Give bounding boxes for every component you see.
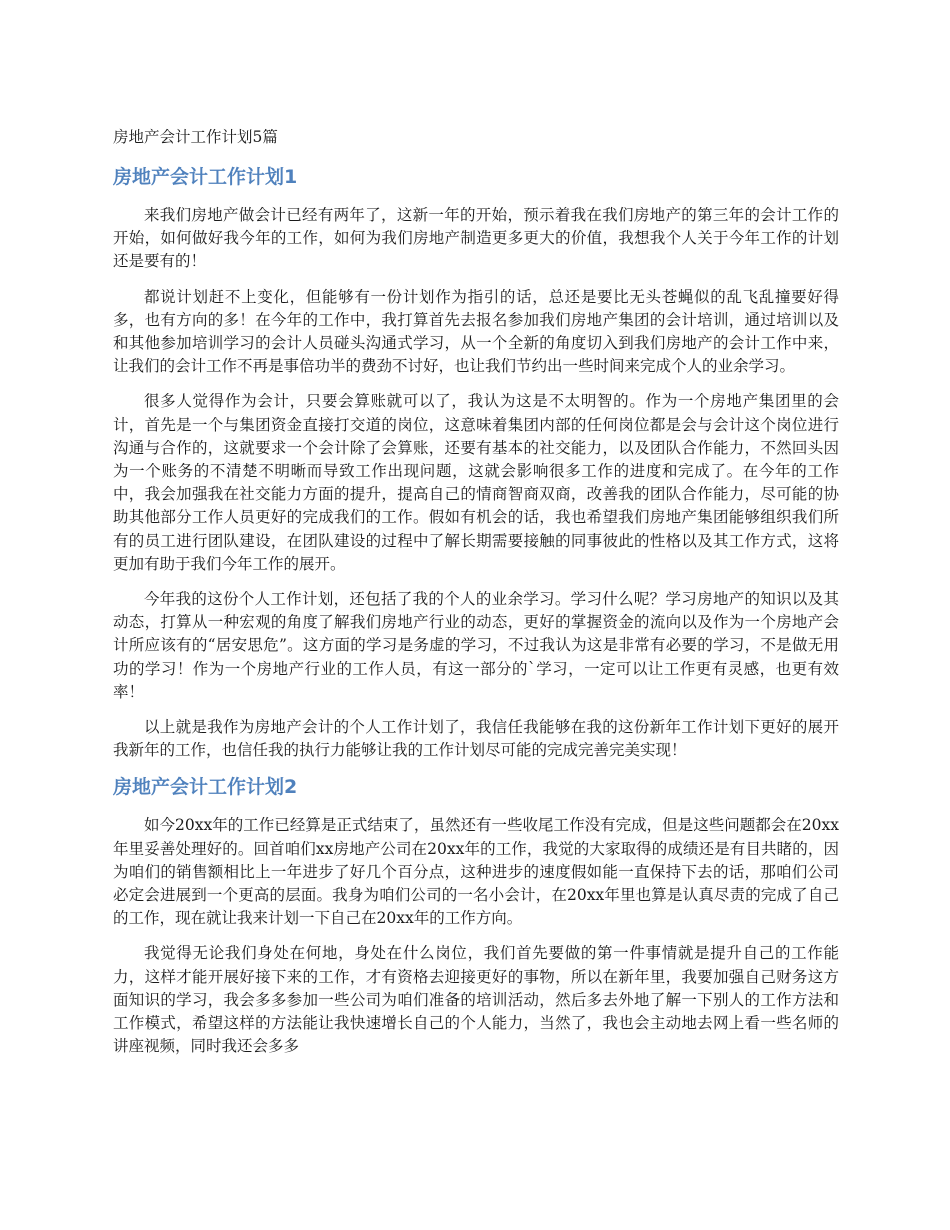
section-1 xyxy=(113,164,839,762)
paragraph: 来我们房地产做会计已经有两年了，这新一年的开始，预示着我在我们房地产的第三年的会计工作的开始，如何做好我今年的工作，如何为我们房地产制造更多更大的价值，我想我个人关于今年工作的计划还是要有的！ xyxy=(113,206,839,271)
document-page xyxy=(113,126,839,1071)
paragraph: 以上就是我作为房地产会计的个人工作计划了，我信任我能够在我的这份新年工作计划下更好的展开我新年的工作，也信任我的执行力能够让我的工作计划尽可能的完成完善完美实现！ xyxy=(113,718,839,760)
section-heading: 房地产会计工作计划1 xyxy=(113,166,298,188)
section-2 xyxy=(113,774,839,1058)
paragraph: 如今20xx年的工作已经算是正式结束了，虽然还有一些收尾工作没有完成，但是这些问题都会在20xx年里妥善处理好的。回首咱们xx房地产公司在20xx年的工作，我觉的大家取得的成绩还是有目共睹的，因为咱们的销售额相比上一年进步了好几个百分点，这种进步的速度假如能一直保持下去的话，那咱们公司必定会进展到一个更高的层面。我身为咱们公司的一名小会计，在20xx年里也算是认真尽责的完成了自己的工作，现在就让我来计划一下自己在20xx年的工作方向。 xyxy=(113,816,839,928)
paragraph: 很多人觉得作为会计，只要会算账就可以了，我认为这是不太明智的。作为一个房地产集团里的会计，首先是一个与集团资金直接打交道的岗位，这意味着集团内部的任何岗位都是会与会计这个岗位进行沟通与合作的，这就要求一个会计除了会算账，还要有基本的社交能力，以及团队合作能力，不然回头因为一个账务的不清楚不明晰而导致工作出现问题，这就会影响很多工作的进度和完成了。在今年的工作中，我会加强我在社交能力方面的提升，提高自己的情商智商双商，改善我的团队合作能力，尽可能的协助其他部分工作人员更好的完成我们的工作。假如有机会的话，我也希望我们房地产集团能够组织我们所有的员工进行团队建设，在团队建设的过程中了解长期需要接触的同事彼此的性格以及其工作方式，这将更加有助于我们今年工作的展开。 xyxy=(113,392,839,573)
paragraph: 都说计划赶不上变化，但能够有一份计划作为指引的话，总还是要比无头苍蝇似的乱飞乱撞要好得多，也有方向的多！在今年的工作中，我打算首先去报名参加我们房地产集团的会计培训，通过培训以及和其他参加培训学习的会计人员碰头沟通式学习，从一个全新的角度切入到我们房地产的会计工作中来，让我们的会计工作不再是事倍功半的费劲不讨好，也让我们节约出一些时间来完成个人的业余学习。 xyxy=(113,287,839,376)
paragraph: 我觉得无论我们身处在何地，身处在什么岗位，我们首先要做的第一件事情就是提升自己的工作能力，这样才能开展好接下来的工作，才有资格去迎接更好的事物，所以在新年里，我要加强自己财务这方面知识的学习，我会多多参加一些公司为咱们准备的培训活动，然后多去外地了解一下别人的工作方法和工作模式，希望这样的方法能让我快速增长自己的个人能力，当然了，我也会主动地去网上看一些名师的讲座视频，同时我还会多多 xyxy=(113,944,839,1056)
document-title: 房地产会计工作计划5篇 xyxy=(113,128,278,146)
section-heading: 房地产会计工作计划2 xyxy=(113,776,298,799)
paragraph: 今年我的这份个人工作计划，还包括了我的个人的业余学习。学习什么呢？学习房地产的知识以及其动态，打算从一种宏观的角度了解我们房地产行业的动态，更好的掌握资金的流向以及作为一个房地产会计所应该有的“居安思危”。这方面的学习是务虚的学习，不过我认为这是非常有必要的学习，不是做无用功的学习！作为一个房地产行业的工作人员，有这一部分的`学习，一定可以让工作更有灵感，也更有效率！ xyxy=(113,590,839,701)
